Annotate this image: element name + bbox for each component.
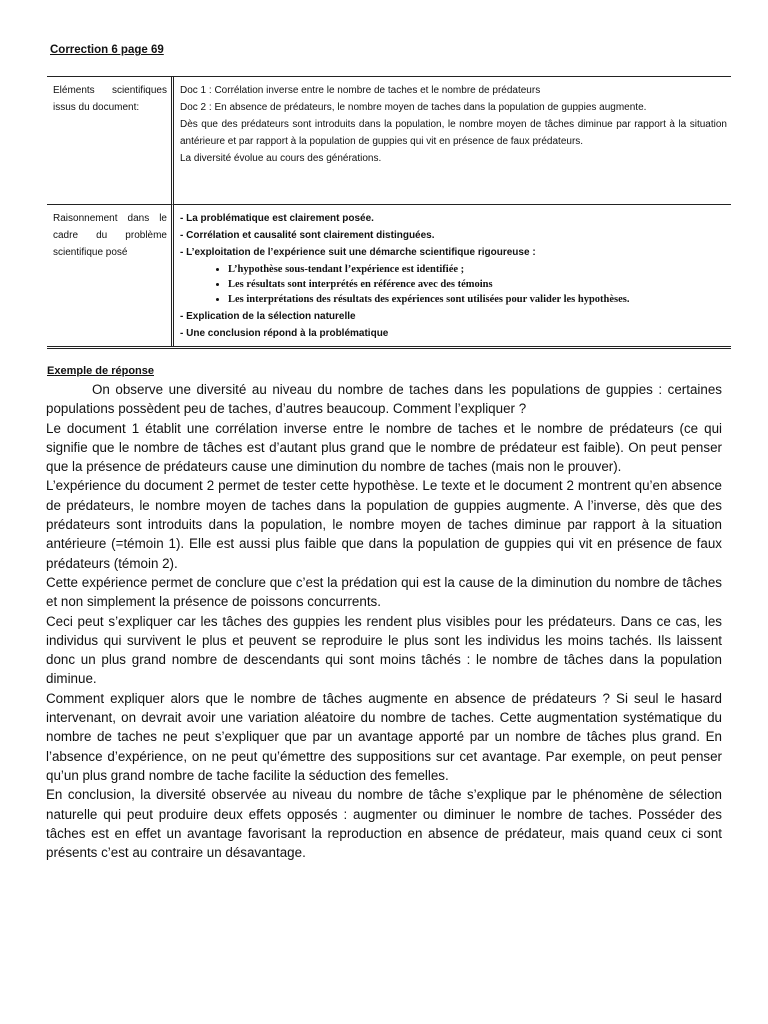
criterion-line: - L’exploitation de l’expérience suit une démarche scientifique rigoureuse : — [180, 247, 536, 258]
list-item: • Les résultats sont interprétés en référence avec des témoins — [228, 277, 727, 292]
paragraph: Ceci peut s’expliquer car les tâches des guppies les rendent plus visibles pour les prédateurs. Dans ce cas, les individus qui survivent le plus et peuvent se reproduire le plus sont les individus les moins tachés. Ils laissent donc un plus grand nombre de descendants qui sont moins tâchés : le nombre de tâches dans la population diminue. — [46, 613, 722, 687]
diversity-line: La diversité évolue au cours des générations. — [180, 153, 382, 164]
paragraph: L’expérience du document 2 permet de tester cette hypothèse. Le texte et le document 2 montrent qu’en absence de prédateurs, le nombre moyen de taches dans la population de guppies augmente. A l’inverse, dès que des prédateurs sont introduits dans la population, le nombre moyen de taches diminue par rapport à la situation antérieure (=témoin 1). Elle est aussi plus faible que dans la population de guppies qui vit en présence de faux prédateurs (témoin 2). — [46, 478, 722, 571]
example-body — [46, 380, 722, 862]
table-row — [47, 205, 731, 346]
predators-line: Dès que des prédateurs sont introduits dans la population, le nombre moyen de tâches diminue par rapport à la situation antérieure et par rapport à la population de guppies qui vit en présence de faux prédateurs. — [180, 119, 727, 147]
paragraph: En conclusion, la diversité observée au niveau du nombre de tâche s’explique par le phénomène de sélection naturelle qui peut produire deux effets opposés : augmenter ou diminuer le nombre de taches. Posséder des tâches est en effet un avantage favorisant la reproduction en absence de prédateur, mais quand ceux ci sont présents c’est au contraire un désavantage. — [46, 787, 722, 861]
doc1-line: Doc 1 : Corrélation inverse entre le nombre de taches et le nombre de prédateurs — [180, 85, 541, 96]
list-item: • L’hypothèse sous-tendant l’expérience est identifiée ; — [228, 262, 727, 277]
paragraph: On observe une diversité au niveau du nombre de taches dans les populations de guppies : certaines populations possèdent peu de taches, d’autres beaucoup. Comment l’expliquer ? — [46, 382, 722, 417]
row-label-elements: Eléments scientifiques issus du document: — [47, 77, 174, 205]
criterion-line: - Corrélation et causalité sont clairement distinguées. — [180, 230, 435, 241]
criteria-table — [47, 76, 731, 349]
criterion-line: - La problématique est clairement posée. — [180, 213, 374, 224]
paragraph: Le document 1 établit une corrélation inverse entre le nombre de taches et le nombre de prédateurs (ce qui signifie que le nombre de tâches est d’autant plus grand que le nombre de prédateur est faible). On peut penser que la présence de prédateurs cause une diminution du nombre de taches (mais non le prouver). — [46, 420, 722, 475]
page-title: Correction 6 page 69 — [50, 44, 164, 56]
criterion-line: - Explication de la sélection naturelle — [180, 311, 356, 322]
row-content-elements — [174, 77, 731, 205]
doc2-line: Doc 2 : En absence de prédateurs, le nombre moyen de taches dans la population de guppies augmente. — [180, 102, 647, 113]
paragraph: Cette expérience permet de conclure que c’est la prédation qui est la cause de la diminution du nombre de tâches et non simplement la présence de poissons concurrents. — [46, 574, 722, 610]
row-label-reasoning: Raisonnement dans le cadre du problème scientifique posé — [47, 205, 174, 346]
criterion-line: - Une conclusion répond à la problématique — [180, 328, 389, 339]
list-item: • Les interprétations des résultats des expériences sont utilisées pour valider les hypothèses. — [228, 292, 727, 307]
criterion-sublist — [180, 262, 727, 307]
row-content-reasoning — [174, 205, 731, 346]
example-title: Exemple de réponse — [47, 365, 154, 377]
paragraph: Comment expliquer alors que le nombre de tâches augmente en absence de prédateurs ? Si seul le hasard intervenant, on devrait avoir une variation aléatoire du nombre de taches. Cette augmentation systématique du nombre de taches ne peut s’expliquer que par un avantage apporté par un nombre de tâches plus grand. En l’absence d’expérience, on ne peut qu’émettre des suppositions sur cet avantage. Par exemple, on peut penser qu’un plus grand nombre de tache facilite la séduction des femelles. — [46, 690, 722, 783]
table-row — [47, 77, 731, 205]
